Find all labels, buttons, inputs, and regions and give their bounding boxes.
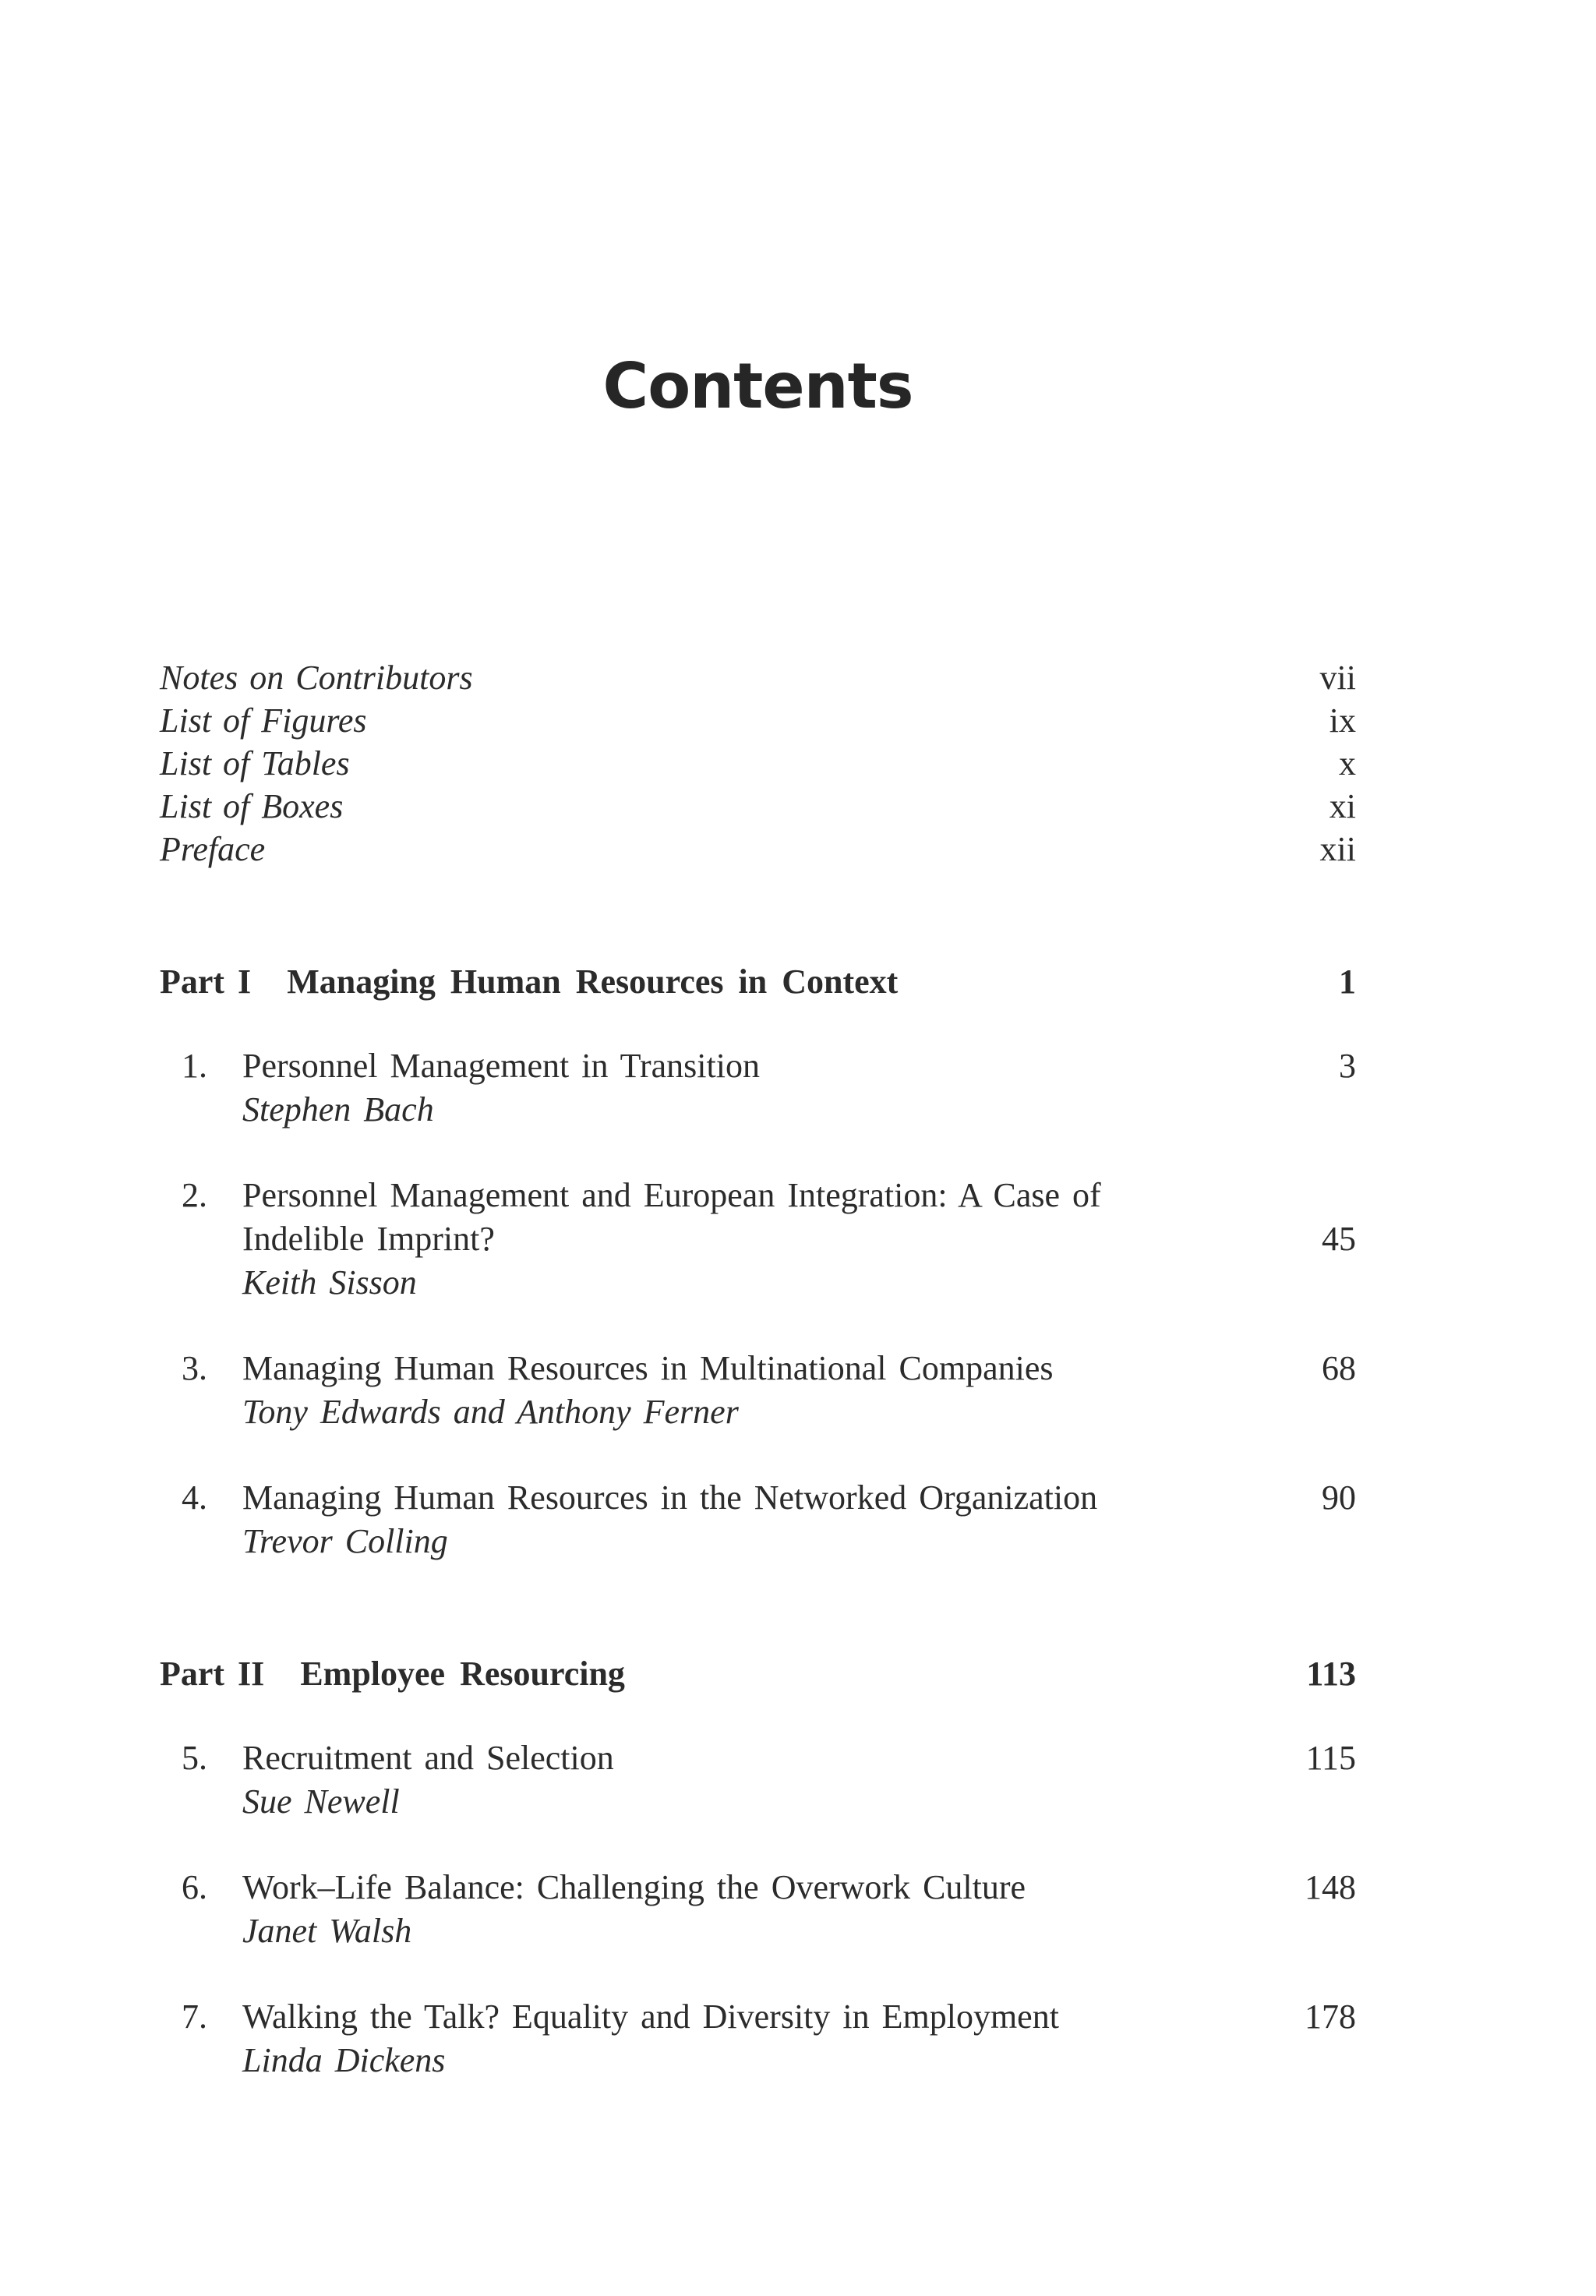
chapter-number: 4. — [182, 1478, 207, 1517]
page-number: 113 — [1306, 1655, 1356, 1693]
chapter-author: Janet Walsh — [242, 1912, 412, 1950]
chapter-author: Stephen Bach — [242, 1090, 434, 1129]
chapter-number: 7. — [182, 1998, 207, 2036]
page-number: ix — [1329, 701, 1356, 740]
chapter-entry[interactable] — [160, 1866, 1356, 1953]
front-matter-title: Notes on Contributors — [160, 659, 473, 697]
front-matter-title: List of Figures — [160, 701, 367, 740]
chapter-number: 6. — [182, 1868, 207, 1906]
chapter-number: 1. — [182, 1047, 207, 1085]
part-label: Part I — [160, 963, 252, 1001]
chapter-author: Keith Sisson — [242, 1263, 417, 1302]
front-matter-list — [160, 656, 1356, 871]
page-number: 148 — [1305, 1868, 1356, 1906]
chapter-title: Recruitment and Selection — [242, 1739, 614, 1777]
chapter-title: Managing Human Resources in the Networked Organization — [242, 1478, 1098, 1517]
chapter-title: Personnel Management and European Integration: A Case of — [242, 1176, 1101, 1214]
page-title: Contents — [602, 349, 913, 422]
chapter-entry[interactable] — [160, 1347, 1356, 1434]
chapter-entry[interactable] — [160, 1174, 1356, 1305]
chapter-author: Linda Dickens — [242, 2041, 446, 2079]
chapter-title: Walking the Talk? Equality and Diversity in Employment — [242, 1998, 1059, 2036]
page-number: x — [1339, 744, 1356, 782]
front-matter-item[interactable] — [160, 742, 1356, 785]
page-number: 90 — [1322, 1478, 1356, 1517]
front-matter-title: List of Tables — [160, 744, 350, 782]
chapter-title-continued: Indelible Imprint? — [242, 1220, 495, 1258]
chapter-author: Tony Edwards and Anthony Ferner — [242, 1393, 739, 1431]
page-number: 115 — [1305, 1739, 1356, 1777]
front-matter-item[interactable] — [160, 828, 1356, 871]
page-number: 68 — [1322, 1349, 1356, 1387]
part-heading[interactable] — [160, 960, 1356, 1003]
chapter-entry[interactable] — [160, 1476, 1356, 1563]
part-label: Part II — [160, 1655, 265, 1693]
part-title: Employee Resourcing — [300, 1655, 625, 1693]
chapter-title: Work–Life Balance: Challenging the Overwork Culture — [242, 1868, 1026, 1906]
front-matter-item[interactable] — [160, 785, 1356, 828]
front-matter-title: List of Boxes — [160, 787, 344, 825]
chapter-entry[interactable] — [160, 1995, 1356, 2082]
front-matter-title: Preface — [160, 830, 266, 868]
front-matter-item[interactable] — [160, 656, 1356, 699]
chapter-entry[interactable] — [160, 1044, 1356, 1132]
page-number: vii — [1319, 659, 1356, 697]
chapter-title: Personnel Management in Transition — [242, 1047, 760, 1085]
front-matter-item[interactable] — [160, 699, 1356, 742]
page-number: xi — [1329, 787, 1356, 825]
chapter-number: 2. — [182, 1176, 207, 1214]
page-number: 3 — [1339, 1047, 1356, 1085]
page-number: xii — [1319, 830, 1356, 868]
part-heading[interactable] — [160, 1652, 1356, 1695]
chapter-title: Managing Human Resources in Multinational Companies — [242, 1349, 1054, 1387]
part-title: Managing Human Resources in Context — [287, 963, 899, 1001]
page-number: 178 — [1305, 1998, 1356, 2036]
chapter-author: Sue Newell — [242, 1782, 400, 1821]
chapter-entry[interactable] — [160, 1736, 1356, 1824]
chapter-number: 3. — [182, 1349, 207, 1387]
chapter-number: 5. — [182, 1739, 207, 1777]
page-number: 1 — [1339, 963, 1356, 1001]
chapter-author: Trevor Colling — [242, 1522, 448, 1560]
page-number: 45 — [1322, 1220, 1356, 1258]
